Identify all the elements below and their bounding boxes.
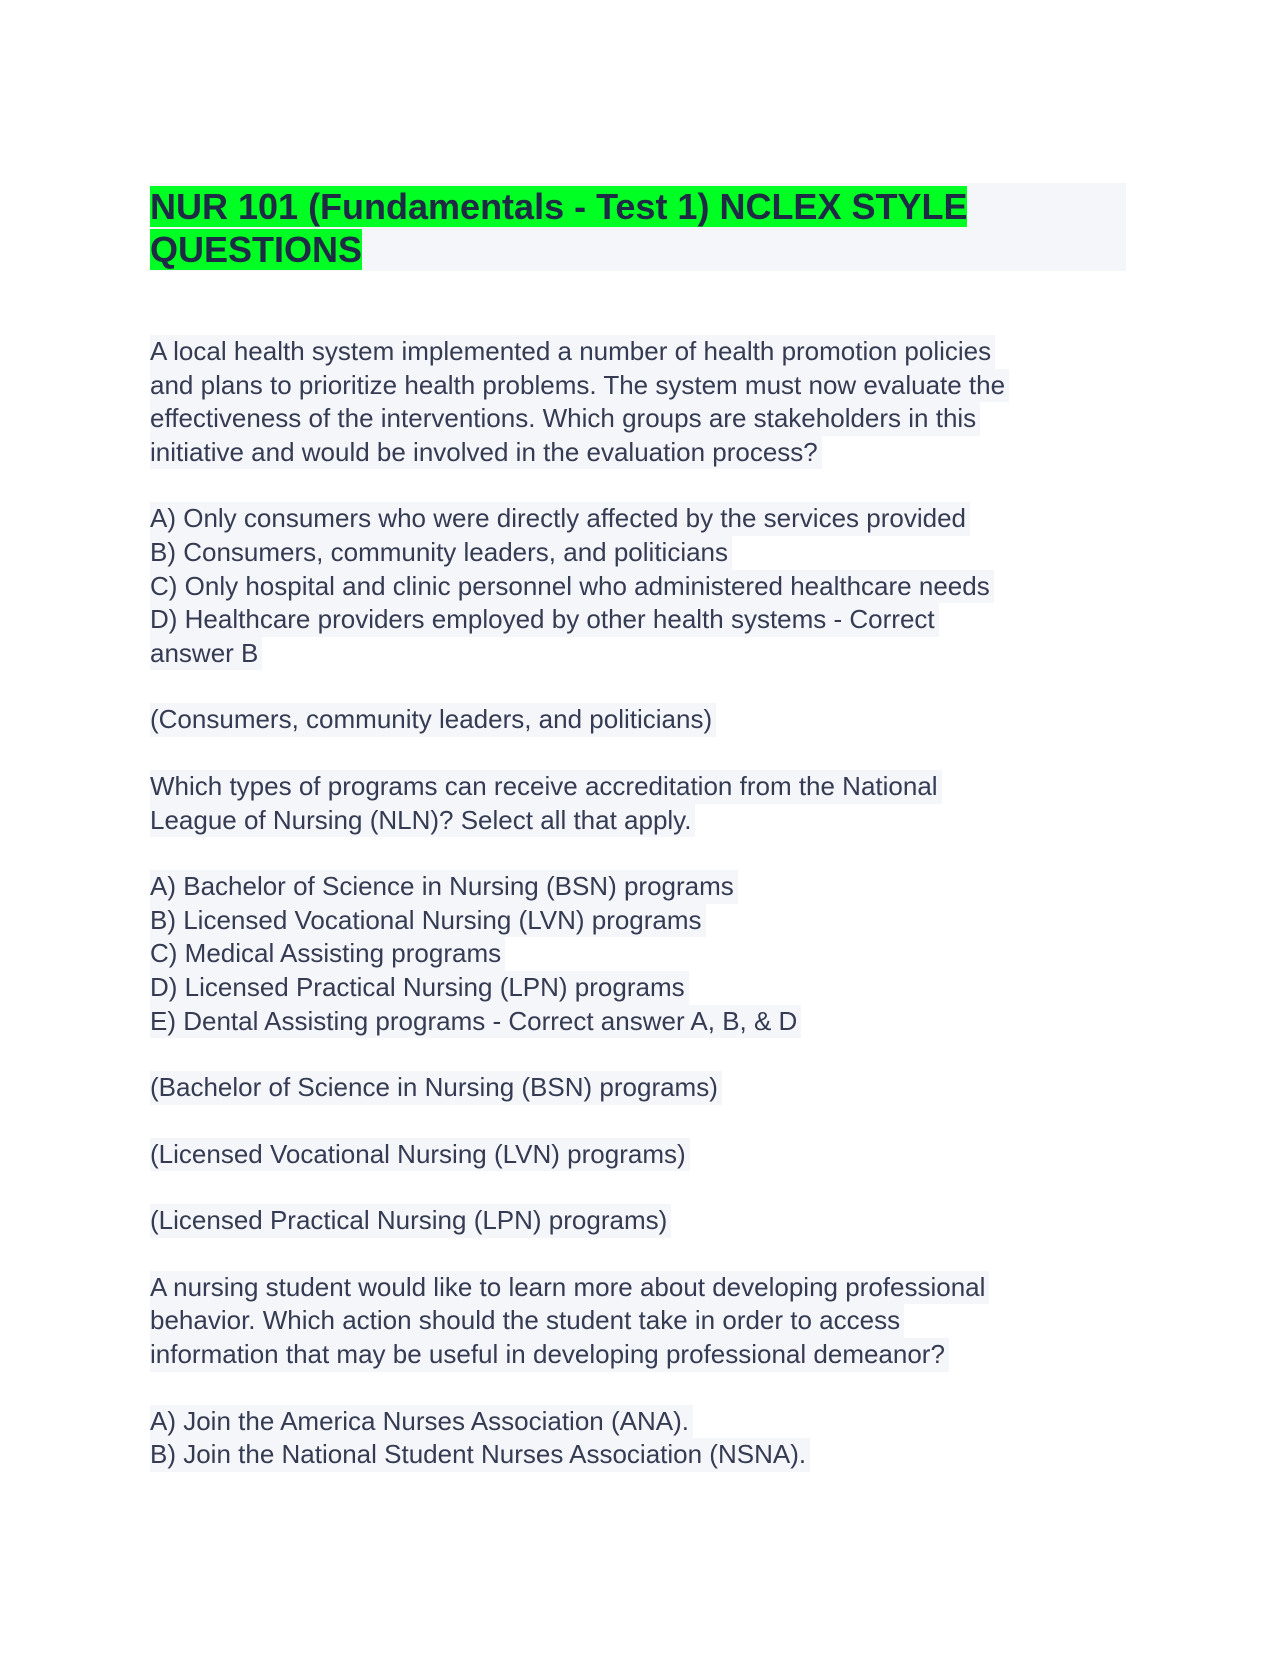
option-b: B) Join the National Student Nurses Association (NSNA). <box>150 1438 810 1472</box>
document-body <box>150 335 1126 1505</box>
text-line: Which types of programs can receive accreditation from the National <box>150 770 942 804</box>
text-line: initiative and would be involved in the evaluation process? <box>150 436 822 470</box>
text-line: information that may be useful in developing professional demeanor? <box>150 1338 949 1372</box>
question-2-explanation-2 <box>150 1138 1126 1172</box>
option-d: D) Healthcare providers employed by other health systems - Correct <box>150 603 939 637</box>
text-line: A local health system implemented a number of health promotion policies <box>150 335 995 369</box>
text-line: and plans to prioritize health problems. The system must now evaluate the <box>150 369 1009 403</box>
explanation-line: (Licensed Vocational Nursing (LVN) programs) <box>150 1138 690 1172</box>
document-page <box>150 183 1126 1470</box>
question-1-explanation <box>150 703 1126 737</box>
correct-answer: answer B <box>150 637 262 671</box>
question-3-options <box>150 1405 1126 1472</box>
option-d: D) Licensed Practical Nursing (LPN) programs <box>150 971 689 1005</box>
question-2-explanation-3 <box>150 1204 1126 1238</box>
option-b: B) Consumers, community leaders, and politicians <box>150 536 732 570</box>
text-line: behavior. Which action should the student take in order to access <box>150 1304 904 1338</box>
question-1-options <box>150 502 1126 670</box>
question-2-options <box>150 870 1126 1038</box>
document-title <box>150 185 1126 271</box>
question-3-stem <box>150 1271 1126 1372</box>
explanation-line: (Consumers, community leaders, and politicians) <box>150 703 716 737</box>
text-line: effectiveness of the interventions. Which groups are stakeholders in this <box>150 402 980 436</box>
question-1-stem <box>150 335 1126 469</box>
explanation-line: (Bachelor of Science in Nursing (BSN) programs) <box>150 1071 722 1105</box>
option-a: A) Bachelor of Science in Nursing (BSN) programs <box>150 870 738 904</box>
question-2-explanation-1 <box>150 1071 1126 1105</box>
option-a: A) Join the America Nurses Association (ANA). <box>150 1405 693 1439</box>
option-a: A) Only consumers who were directly affected by the services provided <box>150 502 970 536</box>
text-line: A nursing student would like to learn more about developing professional <box>150 1271 989 1305</box>
title-line-2: QUESTIONS <box>150 229 363 270</box>
explanation-line: (Licensed Practical Nursing (LPN) programs) <box>150 1204 671 1238</box>
title-line-1: NUR 101 (Fundamentals - Test 1) NCLEX STYLE <box>150 186 968 227</box>
question-2-stem <box>150 770 1126 837</box>
title-block <box>150 183 1126 271</box>
option-c: C) Medical Assisting programs <box>150 937 505 971</box>
option-e: E) Dental Assisting programs - Correct answer A, B, & D <box>150 1005 801 1039</box>
option-c: C) Only hospital and clinic personnel who administered healthcare needs <box>150 570 994 604</box>
option-b: B) Licensed Vocational Nursing (LVN) programs <box>150 904 706 938</box>
text-line: League of Nursing (NLN)? Select all that apply. <box>150 804 695 838</box>
